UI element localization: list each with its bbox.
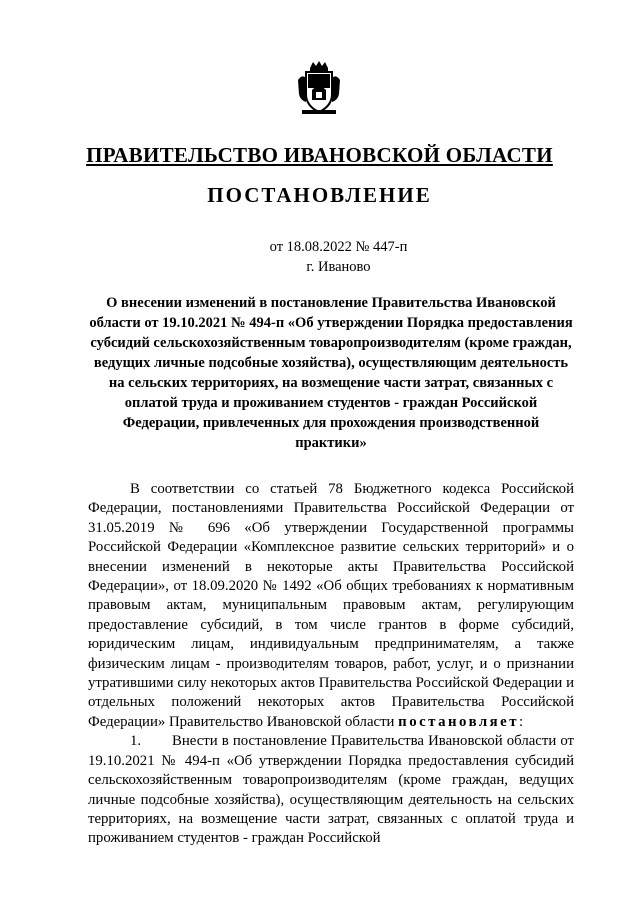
preamble-text: В соответствии со статьей 78 Бюджетного кодекса Российской Федерации, постановлениями Правительства Российской Федерации от 31.05.2019 № 696 «Об утверждении Государственной программы Российской Федерации «Комплексное развитие сельских территорий» и о внесении изменений в некоторые акты Правительства Российской Федерации», от 18.09.2020 № 1492 «Об общих требованиях к нормативным правовым актам, муниципальным правовым актам, регулирующим предоставление субсидий, в том числе грантов в форме субсидий, юридическим лицам, индивидуальным предпринимателям, а также физическим лицам - производителям товаров, работ, услуг, и о признании утратившими силу некоторых актов Правительства Российской Федерации и отдельных положений некоторых актов Правительства Российской Федерации» Правительство Ивановской области <box>88 481 574 730</box>
document-meta <box>0 237 639 277</box>
organization-title: ПРАВИТЕЛЬСТВО ИВАНОВСКОЙ ОБЛАСТИ <box>86 143 553 167</box>
resolves-word: постановляет <box>398 713 520 730</box>
item-number: 1. <box>130 733 142 750</box>
item-text: Внести в постановление Правительства Ивановской области от 19.10.2021 № 494-п «Об утверждении Порядка предоставления субсидий сельскохозяйственным товаропроизводителям (кроме граждан, ведущих личные подсобные хозяйства), осуществляющим деятельность на сельских территориях, на возмещение части затрат, связанных с оплатой труда и проживанием студентов - граждан Российской <box>88 733 574 847</box>
coat-of-arms-icon <box>296 60 342 116</box>
document-type: ПОСТАНОВЛЕНИЕ <box>207 183 432 207</box>
paragraph-item-1 <box>88 732 574 848</box>
colon: : <box>519 713 524 730</box>
city: г. Иваново <box>306 259 371 275</box>
paragraph-preamble <box>88 480 574 732</box>
document-subject: О внесении изменений в постановление Правительства Ивановской области от 19.10.2021 № 494-п «Об утверждении Порядка предоставления субсидий сельскохозяйственным товаропроизводителям (кроме граждан, ведущих личные подсобные хозяйства), осуществляющим деятельность на сельских территориях, на возмещение части затрат, связанных с оплатой труда и проживанием студентов - граждан Российской Федерации, привлеченных для прохождения производственной практики» <box>89 295 573 451</box>
document-body <box>88 480 574 849</box>
date-number: от 18.08.2022 № 447-п <box>269 239 408 255</box>
